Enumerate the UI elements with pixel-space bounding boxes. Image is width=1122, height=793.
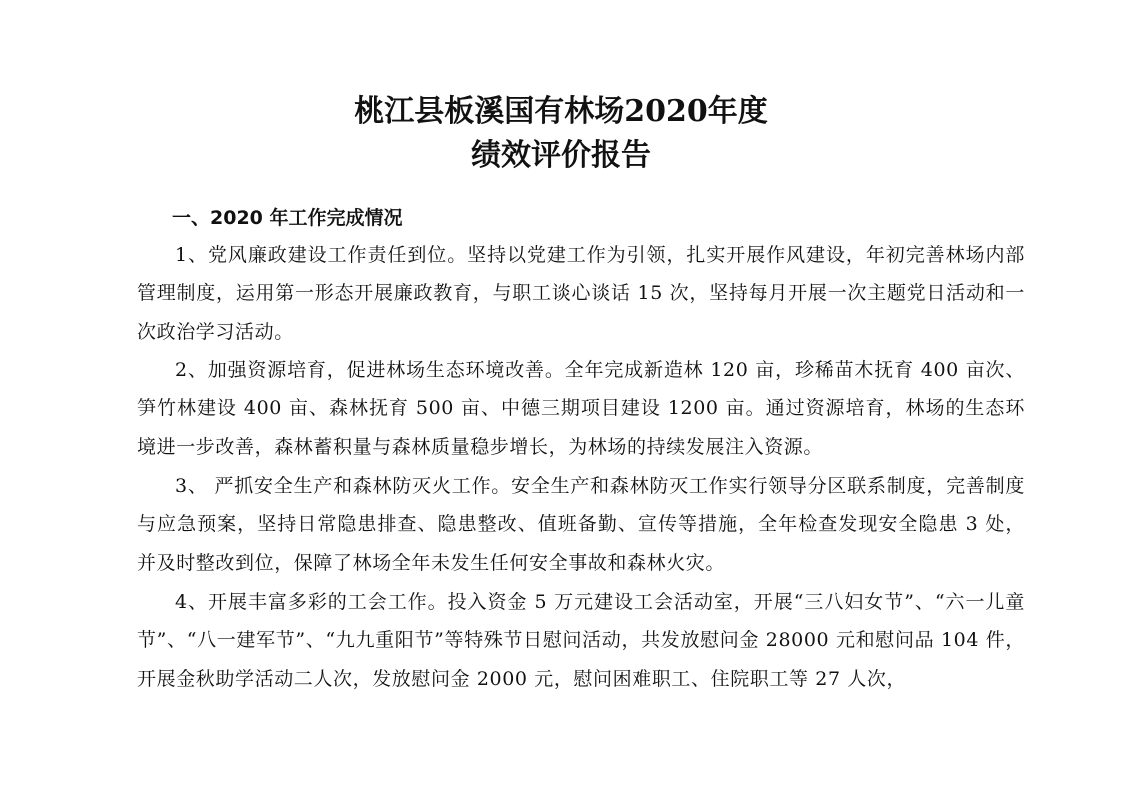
- paragraph-3: 3、 严抓安全生产和森林防灭火工作。安全生产和森林防灭工作实行领导分区联系制度，完善制度与应急预案，坚持日常隐患排查、隐患整改、值班备勤、宣传等措施，全年检查发现安全隐患 3 处，并及时整改到位，保障了林场全年未发生任何安全事故和森林火灾。: [137, 475, 1025, 574]
- report-title-line-2: 绩效评价报告: [471, 138, 651, 173]
- paragraph-2: 2、加强资源培育，促进林场生态环境改善。全年完成新造林 120 亩，珍稀苗木抚育 400 亩次、笋竹林建设 400 亩、森林抚育 500 亩、中德三期项目建设 1200 亩。通过资源培育，林场的生态环境进一步改善，森林蓄积量与森林质量稳步增长，为林场的持续发展注入资源。: [137, 359, 1025, 458]
- paragraph-4: 4、开展丰富多彩的工会工作。投入资金 5 万元建设工会活动室，开展“三八妇女节”、“六一儿童节”、“八一建军节”、“九九重阳节”等特殊节日慰问活动，共发放慰问金 28000 元和慰问品 104 件，开展金秋助学活动二人次，发放慰问金 2000 元，慰问困难职工、住院职工等 27 人次，: [137, 591, 1025, 690]
- section-heading: 一、2020 年工作完成情况: [172, 207, 403, 229]
- paragraph-1: 1、党风廉政建设工作责任到位。坚持以党建工作为引领，扎实开展作风建设，年初完善林场内部管理制度，运用第一形态开展廉政教育，与职工谈心谈话 15 次，坚持每月开展一次主题党日活动和一次政治学习活动。: [137, 244, 1025, 343]
- report-title-line-1: 桃江县板溪国有林场2020年度: [354, 94, 768, 129]
